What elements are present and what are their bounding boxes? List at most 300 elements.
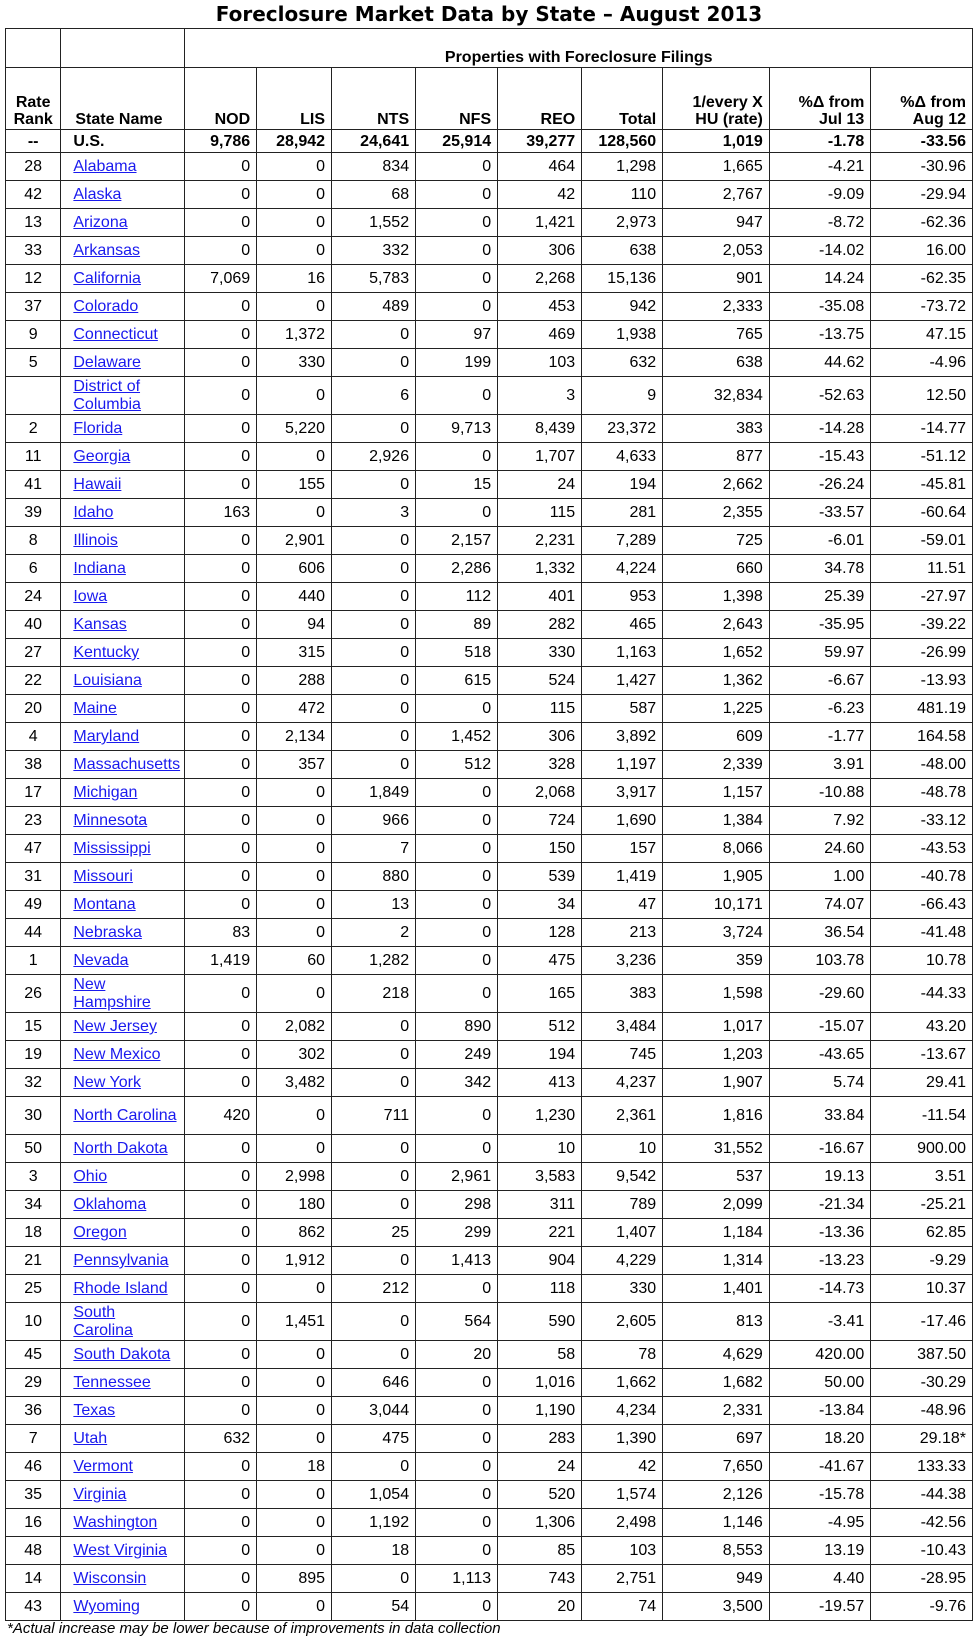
cell-rank: 39 [6,499,61,527]
cell-reo: 128 [498,919,582,947]
cell-lis: 895 [257,1565,332,1593]
cell-change-jul: -13.75 [769,321,871,349]
state-link[interactable]: Colorado [73,298,139,315]
us-change-jul: -1.78 [769,130,871,153]
state-link[interactable]: Kentucky [73,644,140,661]
cell-total: 2,498 [582,1509,663,1537]
cell-lis: 0 [257,293,332,321]
cell-change-aug: -9.29 [871,1247,973,1275]
cell-rank: 6 [6,555,61,583]
cell-rank: 19 [6,1041,61,1069]
state-link[interactable]: Rhode Island [73,1280,168,1297]
cell-change-jul: 50.00 [769,1369,871,1397]
state-link[interactable]: Alaska [73,186,122,203]
cell-total: 1,419 [582,863,663,891]
cell-reo: 904 [498,1247,582,1275]
header-rate-rank: Rate Rank [6,68,61,130]
state-link[interactable]: Indiana [73,560,126,577]
state-link[interactable]: Georgia [73,448,131,465]
cell-state-name [61,1303,185,1341]
cell-lis: 60 [257,947,332,975]
cell-nfs: 0 [416,1453,498,1481]
cell-nfs: 2,286 [416,555,498,583]
header-nfs: NFS [416,68,498,130]
state-link[interactable]: Virginia [73,1486,127,1503]
cell-rate: 1,146 [663,1509,770,1537]
state-link[interactable]: Oklahoma [73,1196,147,1213]
cell-change-aug: 47.15 [871,321,973,349]
table-row [6,863,973,891]
cell-rank: 21 [6,1247,61,1275]
cell-rank: 2 [6,415,61,443]
cell-state-name [61,415,185,443]
cell-nfs: 0 [416,1135,498,1163]
table-row [6,321,973,349]
cell-rank: 45 [6,1341,61,1369]
table-row [6,153,973,181]
cell-rank: 27 [6,639,61,667]
cell-reo: 306 [498,237,582,265]
cell-nfs: 564 [416,1303,498,1341]
cell-nod: 0 [185,237,257,265]
table-row [6,1163,973,1191]
us-label: U.S. [61,130,185,153]
cell-nts: 0 [332,1163,416,1191]
cell-lis: 94 [257,611,332,639]
cell-change-jul: -14.73 [769,1275,871,1303]
cell-reo: 34 [498,891,582,919]
cell-reo: 1,190 [498,1397,582,1425]
cell-nfs: 1,452 [416,723,498,751]
cell-nfs: 0 [416,443,498,471]
state-link[interactable]: Ohio [73,1168,108,1185]
state-link[interactable]: Delaware [73,354,141,371]
cell-state-name [61,611,185,639]
table-row [6,1509,973,1537]
state-link[interactable]: Wisconsin [73,1570,147,1587]
cell-change-aug: -60.64 [871,499,973,527]
state-link[interactable]: Louisiana [73,672,142,689]
cell-rate: 2,662 [663,471,770,499]
cell-nts: 0 [332,639,416,667]
cell-change-aug: 29.18* [871,1425,973,1453]
cell-lis: 0 [257,237,332,265]
cell-nfs: 890 [416,1013,498,1041]
cell-nod: 0 [185,611,257,639]
cell-rank: 26 [6,975,61,1013]
cell-nfs: 0 [416,181,498,209]
cell-nfs: 0 [416,1275,498,1303]
cell-lis: 0 [257,779,332,807]
cell-rank: 4 [6,723,61,751]
state-link[interactable]: Alabama [73,158,137,175]
cell-nfs: 0 [416,237,498,265]
state-link[interactable]: Texas [73,1402,116,1419]
cell-rate: 609 [663,723,770,751]
cell-change-jul: -10.88 [769,779,871,807]
cell-rank: 40 [6,611,61,639]
cell-change-jul: 13.19 [769,1537,871,1565]
cell-total: 15,136 [582,265,663,293]
cell-nfs: 0 [416,947,498,975]
state-link[interactable]: Arkansas [73,242,141,259]
cell-total: 632 [582,349,663,377]
cell-reo: 520 [498,1481,582,1509]
cell-change-jul: 5.74 [769,1069,871,1097]
cell-reo: 165 [498,975,582,1013]
cell-rate: 4,629 [663,1341,770,1369]
cell-nts: 0 [332,1453,416,1481]
cell-lis: 357 [257,751,332,779]
cell-rank: 13 [6,209,61,237]
cell-nts: 0 [332,1041,416,1069]
cell-rate: 1,203 [663,1041,770,1069]
cell-reo: 1,332 [498,555,582,583]
cell-nod: 420 [185,1097,257,1135]
cell-change-aug: -66.43 [871,891,973,919]
cell-lis: 1,372 [257,321,332,349]
cell-lis: 288 [257,667,332,695]
state-link[interactable]: Idaho [73,504,114,521]
cell-nfs: 0 [416,265,498,293]
state-link[interactable]: Maryland [73,728,140,745]
cell-nts: 0 [332,1247,416,1275]
cell-nfs: 0 [416,293,498,321]
table-row [6,1453,973,1481]
cell-nod: 0 [185,695,257,723]
cell-nts: 332 [332,237,416,265]
cell-rank: 46 [6,1453,61,1481]
cell-rate: 3,500 [663,1593,770,1621]
table-row [6,583,973,611]
cell-change-aug: -33.12 [871,807,973,835]
cell-nts: 475 [332,1425,416,1453]
cell-rank: 9 [6,321,61,349]
cell-change-aug: -25.21 [871,1191,973,1219]
cell-lis: 0 [257,1593,332,1621]
cell-change-aug: -59.01 [871,527,973,555]
cell-rate: 1,225 [663,695,770,723]
cell-reo: 524 [498,667,582,695]
cell-state-name [61,863,185,891]
state-link[interactable]: Minnesota [73,812,148,829]
table-row [6,835,973,863]
cell-nfs: 2,157 [416,527,498,555]
state-link[interactable]: Connecticut [73,326,158,343]
cell-nts: 2 [332,919,416,947]
cell-total: 383 [582,975,663,1013]
cell-rank: 47 [6,835,61,863]
foreclosure-table [5,28,973,1621]
table-body [6,130,973,1621]
cell-lis: 3,482 [257,1069,332,1097]
cell-change-jul: -13.23 [769,1247,871,1275]
cell-change-aug: -41.48 [871,919,973,947]
state-link[interactable]: Arizona [73,214,128,231]
cell-rank: 23 [6,807,61,835]
cell-reo: 103 [498,349,582,377]
cell-change-aug: -40.78 [871,863,973,891]
cell-total: 157 [582,835,663,863]
cell-rank: 12 [6,265,61,293]
cell-total: 2,605 [582,1303,663,1341]
cell-change-aug: -39.22 [871,611,973,639]
state-link[interactable]: Michigan [73,784,138,801]
state-link[interactable]: Nebraska [73,924,142,941]
cell-rate: 10,171 [663,891,770,919]
cell-nts: 0 [332,415,416,443]
cell-state-name [61,1191,185,1219]
cell-change-aug: -11.54 [871,1097,973,1135]
cell-nod: 0 [185,1537,257,1565]
cell-state-name [61,293,185,321]
cell-reo: 1,707 [498,443,582,471]
state-link[interactable]: Missouri [73,868,133,885]
cell-nod: 0 [185,1219,257,1247]
table-row [6,639,973,667]
cell-reo: 2,268 [498,265,582,293]
state-link[interactable]: Pennsylvania [73,1252,169,1269]
cell-change-jul: -13.84 [769,1397,871,1425]
cell-rate: 725 [663,527,770,555]
cell-change-aug: -29.94 [871,181,973,209]
header-change-jul: %Δ from Jul 13 [769,68,871,130]
cell-rate: 1,598 [663,975,770,1013]
cell-total: 2,361 [582,1097,663,1135]
cell-nod: 163 [185,499,257,527]
state-link[interactable]: Mississippi [73,840,151,857]
cell-change-aug: 43.20 [871,1013,973,1041]
cell-lis: 1,912 [257,1247,332,1275]
cell-rank: 15 [6,1013,61,1041]
cell-nod: 0 [185,1509,257,1537]
cell-change-jul: 18.20 [769,1425,871,1453]
state-link[interactable]: North Dakota [73,1140,168,1157]
cell-total: 110 [582,181,663,209]
cell-reo: 115 [498,499,582,527]
cell-nts: 3 [332,499,416,527]
cell-total: 281 [582,499,663,527]
state-link[interactable]: Washington [73,1514,158,1531]
cell-state-name [61,209,185,237]
cell-state-name [61,583,185,611]
cell-change-jul: -41.67 [769,1453,871,1481]
table-row [6,975,973,1013]
cell-rank: 41 [6,471,61,499]
state-link[interactable]: Massachusetts [73,756,181,773]
cell-change-jul: 3.91 [769,751,871,779]
state-link[interactable]: South Dakota [73,1346,171,1363]
cell-change-aug: -73.72 [871,293,973,321]
state-link[interactable]: Wyoming [73,1598,140,1615]
state-link[interactable]: Utah [73,1430,108,1447]
cell-rank: 28 [6,153,61,181]
cell-state-name [61,1369,185,1397]
cell-nfs: 0 [416,1397,498,1425]
cell-state-name [61,321,185,349]
cell-change-aug: -42.56 [871,1509,973,1537]
cell-change-jul: -13.36 [769,1219,871,1247]
state-link[interactable]: Florida [73,420,123,437]
cell-nod: 0 [185,1593,257,1621]
cell-nts: 212 [332,1275,416,1303]
state-link[interactable]: Nevada [73,952,129,969]
state-link[interactable]: Illinois [73,532,118,549]
cell-change-aug: -28.95 [871,1565,973,1593]
state-link[interactable]: New Jersey [73,1018,157,1035]
state-link[interactable]: Hawaii [73,476,122,493]
state-link[interactable]: Iowa [73,588,108,605]
header-state-name: State Name [61,68,185,130]
state-link[interactable]: District of Columbia [73,377,141,413]
us-total: 128,560 [582,130,663,153]
table-row [6,377,973,415]
cell-rank [6,377,61,415]
table-row [6,667,973,695]
cell-nts: 2,926 [332,443,416,471]
cell-change-aug: -27.97 [871,583,973,611]
table-row [6,1425,973,1453]
state-link[interactable]: New York [73,1074,141,1091]
cell-nts: 0 [332,751,416,779]
group-header: Properties with Foreclosure Filings [185,29,973,68]
cell-nfs: 512 [416,751,498,779]
cell-state-name [61,639,185,667]
cell-nod: 0 [185,1369,257,1397]
cell-nfs: 0 [416,499,498,527]
cell-nod: 0 [185,293,257,321]
cell-nfs: 0 [416,209,498,237]
cell-total: 213 [582,919,663,947]
cell-nfs: 0 [416,1481,498,1509]
state-link[interactable]: Maine [73,700,117,717]
cell-lis: 180 [257,1191,332,1219]
state-link[interactable]: South Carolina [73,1303,133,1339]
cell-rate: 8,553 [663,1537,770,1565]
cell-total: 1,163 [582,639,663,667]
state-link[interactable]: North Carolina [73,1106,177,1124]
cell-nfs: 20 [416,1341,498,1369]
cell-rate: 1,816 [663,1097,770,1135]
state-link[interactable]: New Mexico [73,1046,161,1063]
table-row [6,1593,973,1621]
cell-rank: 34 [6,1191,61,1219]
cell-state-name [61,1069,185,1097]
state-link[interactable]: Kansas [73,616,127,633]
cell-change-jul: -52.63 [769,377,871,415]
cell-total: 78 [582,1341,663,1369]
cell-nod: 0 [185,1191,257,1219]
cell-rate: 1,362 [663,667,770,695]
cell-nod: 0 [185,1135,257,1163]
cell-change-aug: -48.96 [871,1397,973,1425]
cell-rate: 2,331 [663,1397,770,1425]
cell-lis: 0 [257,891,332,919]
cell-reo: 1,306 [498,1509,582,1537]
table-row [6,1303,973,1341]
state-link[interactable]: Vermont [73,1458,133,1475]
cell-reo: 539 [498,863,582,891]
table-row [6,415,973,443]
header-nod: NOD [185,68,257,130]
cell-change-jul: -29.60 [769,975,871,1013]
cell-change-aug: 3.51 [871,1163,973,1191]
cell-state-name [61,1565,185,1593]
table-row [6,471,973,499]
footnote: *Actual increase may be lower because of improvements in data collection [7,1620,501,1637]
cell-rank: 22 [6,667,61,695]
cell-state-name [61,555,185,583]
cell-nod: 0 [185,1341,257,1369]
state-link[interactable]: New Hampshire [73,975,151,1011]
cell-reo: 2,231 [498,527,582,555]
page-title: Foreclosure Market Data by State – August 2013 [215,2,763,26]
cell-lis: 5,220 [257,415,332,443]
cell-total: 1,298 [582,153,663,181]
cell-change-jul: -6.23 [769,695,871,723]
cell-rate: 660 [663,555,770,583]
us-rate: 1,019 [663,130,770,153]
cell-change-aug: -48.78 [871,779,973,807]
cell-lis: 0 [257,209,332,237]
cell-nod: 7,069 [185,265,257,293]
cell-state-name [61,377,185,415]
cell-change-jul: 19.13 [769,1163,871,1191]
cell-rate: 1,665 [663,153,770,181]
cell-total: 2,751 [582,1565,663,1593]
cell-total: 4,633 [582,443,663,471]
cell-nts: 0 [332,1135,416,1163]
cell-total: 23,372 [582,415,663,443]
table-row [6,947,973,975]
table-row [6,1069,973,1097]
cell-total: 47 [582,891,663,919]
state-link[interactable]: Oregon [73,1224,127,1241]
cell-nts: 0 [332,723,416,751]
cell-lis: 1,451 [257,1303,332,1341]
cell-state-name [61,835,185,863]
cell-change-aug: 10.78 [871,947,973,975]
cell-total: 3,917 [582,779,663,807]
cell-nts: 0 [332,1341,416,1369]
state-link[interactable]: West Virginia [73,1542,168,1559]
table-row [6,1219,973,1247]
cell-lis: 302 [257,1041,332,1069]
state-link[interactable]: Montana [73,896,136,913]
state-link[interactable]: Tennessee [73,1374,151,1391]
cell-change-jul: 4.40 [769,1565,871,1593]
cell-rate: 1,652 [663,639,770,667]
cell-nod: 0 [185,807,257,835]
cell-change-jul: 1.00 [769,863,871,891]
header-lis: LIS [257,68,332,130]
cell-lis: 472 [257,695,332,723]
cell-rate: 2,126 [663,1481,770,1509]
cell-nts: 1,192 [332,1509,416,1537]
cell-rank: 48 [6,1537,61,1565]
table-row [6,1481,973,1509]
cell-reo: 512 [498,1013,582,1041]
cell-lis: 2,082 [257,1013,332,1041]
table-row [6,1275,973,1303]
cell-rate: 537 [663,1163,770,1191]
cell-lis: 330 [257,349,332,377]
cell-reo: 8,439 [498,415,582,443]
cell-nfs: 0 [416,975,498,1013]
state-link[interactable]: California [73,270,141,287]
cell-nfs: 9,713 [416,415,498,443]
cell-state-name [61,779,185,807]
